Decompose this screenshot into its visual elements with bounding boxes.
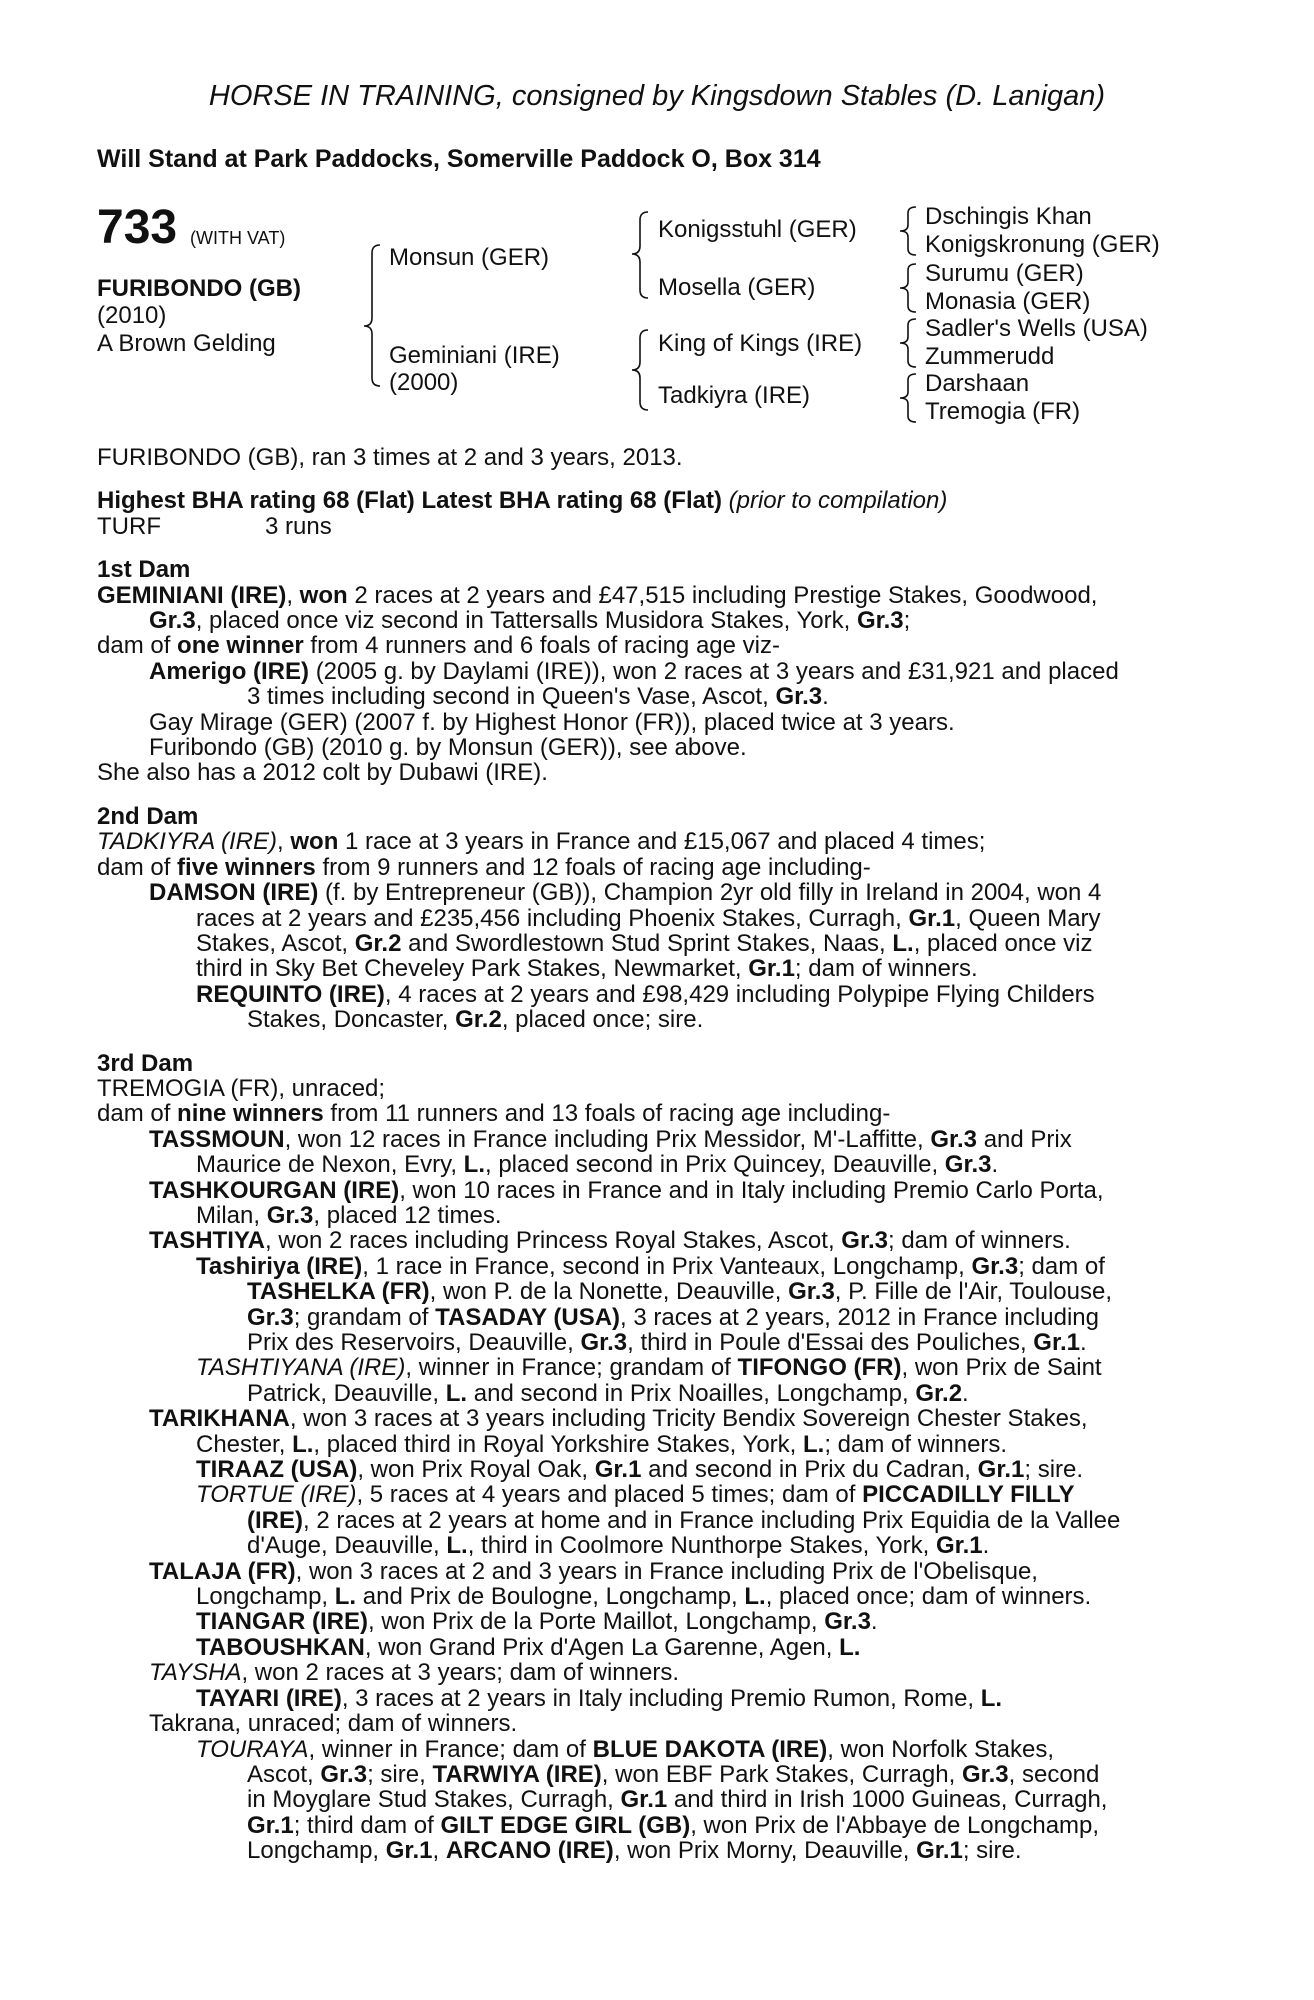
progeny-tarwiya-2: [97, 1787, 1217, 1812]
listed: L.: [803, 1430, 825, 1458]
text: , 4 races at 2 years and £98,429 including Polypipe Flying Childers: [384, 980, 1095, 1008]
progeny-damson-4: [97, 956, 1217, 981]
progeny-tashtiyana: [97, 1355, 1217, 1380]
grade: Gr.3: [944, 1151, 992, 1179]
grade: Gr.3: [971, 1252, 1019, 1280]
pedigree-g3-3: Surumu (GER): [925, 260, 1084, 287]
text: from 4 runners and 6 foals of racing age viz-: [310, 632, 780, 660]
text: .: [1080, 1329, 1087, 1356]
listed: L.: [292, 1430, 314, 1458]
grade: Gr.3: [824, 1608, 871, 1636]
progeny-name: TIANGAR (IRE): [196, 1608, 368, 1636]
progeny-damson-3: [97, 931, 1217, 956]
text: , 5 races at 4 years and placed 5 times; dam of: [356, 1481, 856, 1509]
progeny-name: TAYSHA: [149, 1659, 242, 1687]
progeny-tiraaz: [97, 1457, 1217, 1482]
progeny-name: TASHELKA (FR): [247, 1278, 430, 1306]
text: Maurice de Nexon, Evry,: [196, 1151, 457, 1179]
won-label: won: [290, 828, 339, 856]
text: , won P. de la Nonette, Deauville,: [429, 1278, 782, 1306]
progeny-damson-2: [97, 906, 1217, 931]
progeny-tasaday-2: [97, 1330, 1217, 1355]
grade: Gr.1: [916, 1837, 963, 1865]
progeny-tashelka: [97, 1279, 1217, 1304]
listed: L.: [892, 929, 914, 957]
text: Stakes, Ascot,: [196, 929, 349, 957]
first-dam-line: GEMINIANI (IRE), won 2 races at 2 years and £47,515 including Prestige Stakes, Goodwood,: [97, 581, 1098, 609]
progeny-piccadilly: [97, 1508, 1217, 1533]
text: dam of: [97, 1100, 171, 1128]
progeny-name: TAYARI (IRE): [196, 1684, 342, 1712]
text: Prix des Reservoirs, Deauville,: [247, 1329, 574, 1356]
progeny-tarikhana-2: [97, 1432, 1217, 1457]
listed: L.: [463, 1151, 485, 1179]
progeny-damson: [97, 880, 1217, 905]
text: races at 2 years and £235,456 including Phoenix Stakes, Curragh,: [196, 904, 902, 932]
third-dam-line: TREMOGIA (FR), unraced;: [97, 1074, 386, 1102]
progeny-talaja: [97, 1559, 1217, 1584]
progeny-tashiriya: [97, 1254, 1217, 1279]
text: , won 12 races in France including Prix Messidor, M'-Laffitte,: [284, 1125, 924, 1153]
vat-label: (WITH VAT): [190, 228, 286, 248]
progeny-tashkourgan-2: [97, 1203, 1217, 1228]
progeny-name: TASHTIYA: [149, 1227, 266, 1255]
rating-text: Highest BHA rating 68 (Flat) Latest BHA rating 68 (Flat): [97, 487, 722, 515]
grade: Gr.1: [594, 1456, 642, 1484]
progeny-tassmoun-2: [97, 1152, 1217, 1177]
text: , won 3 races at 2 and 3 years in France including Prix de l'Obelisque,: [295, 1557, 1038, 1585]
text: , won 2 races including Princess Royal Stakes, Ascot,: [265, 1227, 835, 1255]
third-dam-produce: [97, 1101, 1217, 1126]
text: , 1 race in France, second in Prix Vanteaux, Longchamp,: [362, 1252, 965, 1280]
progeny-talaja-2: [97, 1584, 1217, 1609]
progeny-name: ARCANO (IRE): [445, 1837, 614, 1865]
text: , third in Poule d'Essai des Pouliches,: [627, 1329, 1027, 1356]
text: Stakes, Doncaster,: [247, 1006, 449, 1034]
text: , winner in France; grandam of: [405, 1354, 731, 1382]
listed: L.: [980, 1684, 1003, 1712]
progeny-touraya: [97, 1737, 1217, 1762]
progeny-name: PICCADILLY FILLY: [862, 1481, 1075, 1509]
progeny-takrana: Takrana, unraced; dam of winners.: [149, 1710, 518, 1738]
progeny-requinto: [97, 982, 1217, 1007]
grade: Gr.3: [149, 607, 196, 635]
progeny-name: TASHKOURGAN (IRE): [149, 1176, 400, 1204]
text: ; dam of: [1018, 1252, 1105, 1280]
text: ; sire,: [367, 1760, 426, 1788]
text: third in Sky Bet Cheveley Park Stakes, Newmarket,: [196, 955, 742, 983]
listed: L.: [446, 1532, 468, 1560]
winner-count: nine winners: [177, 1100, 324, 1128]
rating-note: (prior to compilation): [728, 487, 948, 515]
text: , won Grand Prix d'Agen La Garenne, Agen,: [364, 1633, 833, 1661]
text: Ascot,: [247, 1760, 314, 1788]
text: ; third dam of: [293, 1811, 434, 1839]
progeny-amerigo: [97, 659, 1217, 684]
text: and Prix: [983, 1125, 1072, 1153]
text: , placed third in Royal Yorkshire Stakes, York,: [313, 1430, 797, 1458]
progeny-name: DAMSON (IRE): [149, 879, 319, 907]
text: and third in Irish 1000 Guineas, Curragh,: [673, 1786, 1108, 1814]
progeny-taysha: [97, 1660, 1217, 1685]
pedigree-g3-2: Konigskronung (GER): [925, 231, 1160, 258]
grade: Gr.3: [320, 1760, 368, 1788]
pedigree-sire: Monsun (GER): [389, 244, 550, 271]
grade: Gr.1: [908, 904, 956, 932]
text: ;: [903, 607, 911, 635]
progeny-piccadilly-2: [97, 1533, 1217, 1558]
text: from 11 runners and 13 foals of racing age including-: [330, 1100, 891, 1128]
pedigree-g3-8: Tremogia (FR): [925, 398, 1081, 425]
progeny-tarikhana: [97, 1406, 1217, 1431]
text: , won 3 races at 3 years including Tricity Bendix Sovereign Chester Stakes,: [289, 1405, 1088, 1433]
text: , P. Fille de l'Air, Toulouse,: [834, 1278, 1112, 1306]
text: , 3 races at 2 years in Italy including Premio Rumon, Rome,: [341, 1684, 975, 1712]
progeny-name: (IRE): [247, 1506, 303, 1534]
text: Milan,: [196, 1201, 261, 1229]
pedigree-g3-1: Dschingis Khan: [925, 203, 1092, 230]
text: , won Prix de l'Abbaye de Longchamp,: [690, 1811, 1100, 1839]
pedigree-granddam-2: Tadkiyra (IRE): [658, 382, 811, 409]
text: , won Prix Royal Oak,: [357, 1456, 589, 1484]
winner-count: five winners: [177, 853, 316, 881]
race-summary: FURIBONDO (GB), ran 3 times at 2 and 3 years, 2013.: [97, 444, 683, 471]
progeny-blue-dakota-2: [97, 1762, 1217, 1787]
first-dam-line-2: [97, 608, 1217, 633]
text: ; dam of winners.: [888, 1227, 1071, 1255]
surface-label: TURF: [97, 512, 161, 540]
text: and Swordlestown Stud Sprint Stakes, Naas,: [408, 929, 886, 957]
progeny-name: BLUE DAKOTA (IRE): [592, 1735, 828, 1763]
text: Longchamp,: [196, 1583, 329, 1611]
text: and second in Prix Noailles, Longchamp,: [473, 1379, 909, 1407]
progeny-name: REQUINTO (IRE): [196, 980, 385, 1008]
grade: Gr.2: [915, 1379, 963, 1407]
second-dam-heading: 2nd Dam: [97, 802, 199, 830]
grade: Gr.3: [266, 1201, 314, 1229]
rating-line: [97, 488, 1217, 513]
text: 1 race at 3 years in France and £15,067 and placed 4 times;: [345, 828, 986, 856]
grade: Gr.1: [935, 1532, 983, 1560]
grade: Gr.1: [748, 955, 795, 983]
second-dam-line: TADKIYRA (IRE), won 1 race at 3 years in France and £15,067 and placed 4 times;: [97, 828, 986, 856]
progeny-tarwiya-3: [97, 1813, 1217, 1838]
progeny-amerigo-2: [97, 684, 1217, 709]
progeny-tashkourgan: [97, 1178, 1217, 1203]
horse-year: (2010): [97, 302, 167, 329]
text: Longchamp,: [247, 1837, 380, 1865]
text: and second in Prix du Cadran,: [648, 1456, 971, 1484]
text: , 2 races at 2 years at home and in France including Prix Equidia de la Vallee: [303, 1506, 1121, 1534]
text: .: [962, 1379, 969, 1407]
grade: Gr.3: [580, 1329, 628, 1356]
first-dam-name: GEMINIANI (IRE): [97, 581, 287, 609]
lot-number: 733: [97, 201, 178, 254]
progeny-name: GILT EDGE GIRL (GB): [440, 1811, 691, 1839]
progeny-name: TABOUSHKAN: [196, 1633, 365, 1661]
text: ; dam of winners.: [794, 955, 978, 983]
progeny-name: TASADAY (USA): [435, 1303, 621, 1331]
grade: Gr.2: [455, 1006, 502, 1034]
text: ; sire.: [962, 1837, 1022, 1865]
text: .: [991, 1151, 999, 1179]
text: (2005 g. by Daylami (IRE)), won 2 races at 3 years and £31,921 and placed: [315, 657, 1119, 685]
pedigree-grandsire-1: Konigsstuhl (GER): [658, 216, 857, 243]
text: , won Prix de la Porte Maillot, Longchamp,: [367, 1608, 818, 1636]
pedigree-grandsire-2: King of Kings (IRE): [658, 330, 863, 357]
grade: Gr.3: [930, 1125, 978, 1153]
text: , placed once viz: [913, 929, 1093, 957]
text: from 9 runners and 12 foals of racing age including-: [322, 853, 871, 881]
pedigree-g3-6: Zummerudd: [925, 343, 1055, 370]
third-dam-heading: 3rd Dam: [97, 1049, 194, 1077]
text: , won 2 races at 3 years; dam of winners.: [241, 1659, 679, 1687]
progeny-name: TALAJA (FR): [149, 1557, 296, 1585]
listed: L.: [839, 1633, 861, 1661]
listed: L.: [744, 1583, 766, 1611]
progeny-tayari: [97, 1686, 1217, 1711]
text: , placed 12 times.: [313, 1201, 502, 1229]
text: , won EBF Park Stakes, Curragh,: [601, 1760, 956, 1788]
text: , Queen Mary: [955, 904, 1101, 932]
text: dam of: [97, 853, 171, 881]
pedigree-dam-year: (2000): [389, 369, 459, 396]
grade: Gr.3: [841, 1227, 888, 1255]
text: ; grandam of: [293, 1303, 429, 1331]
text: , placed once viz second in Tattersalls Musidora Stakes, York,: [195, 607, 851, 635]
text: ,: [432, 1837, 440, 1865]
second-dam-produce: [97, 855, 1217, 880]
text: .: [822, 683, 829, 711]
progeny-tifongo-2: [97, 1381, 1217, 1406]
listed: L.: [445, 1379, 468, 1407]
pedigree-brackets: [0, 0, 1314, 460]
page-title: HORSE IN TRAINING, consigned by Kingsdown Stables (D. Lanigan): [208, 80, 1106, 112]
pedigree-g3-5: Sadler's Wells (USA): [925, 315, 1148, 342]
text: , won Prix Morny, Deauville,: [613, 1837, 910, 1865]
surface-line: [97, 514, 1217, 539]
text: , won 10 races in France and in Italy including Premio Carlo Porta,: [399, 1176, 1104, 1204]
progeny-gilt-2: [97, 1838, 1217, 1863]
first-dam-also: She also has a 2012 colt by Dubawi (IRE).: [97, 759, 548, 787]
first-dam-text: 2 races at 2 years and £47,515 including Prestige Stakes, Goodwood,: [354, 581, 1098, 609]
text: , placed once; dam of winners.: [765, 1583, 1092, 1611]
grade: Gr.1: [1033, 1329, 1080, 1356]
progeny-tortue: [97, 1482, 1217, 1507]
text: (f. by Entrepreneur (GB)), Champion 2yr old filly in Ireland in 2004, won 4: [325, 879, 1102, 907]
text: ; dam of winners.: [824, 1430, 1008, 1458]
winner-count: one winner: [177, 632, 304, 660]
text: ; sire.: [1024, 1456, 1084, 1484]
text: , third in Coolmore Nunthorpe Stakes, York,: [467, 1532, 930, 1560]
grade: Gr.3: [856, 607, 904, 635]
progeny-name: TIRAAZ (USA): [196, 1456, 358, 1484]
progeny-name: TASHTIYANA (IRE): [196, 1354, 406, 1382]
progeny-tashtiya: [97, 1228, 1217, 1253]
first-dam-produce: [97, 633, 1217, 658]
text: in Moyglare Stud Stakes, Curragh,: [247, 1786, 614, 1814]
listed: L.: [334, 1583, 357, 1611]
second-dam-name: TADKIYRA (IRE): [97, 828, 278, 856]
text: , 3 races at 2 years, 2012 in France including: [620, 1303, 1099, 1331]
progeny-name: TOURAYA: [196, 1735, 309, 1763]
progeny-tassmoun: [97, 1127, 1217, 1152]
text: .: [982, 1532, 990, 1560]
progeny-requinto-2: [97, 1007, 1217, 1032]
text: dam of: [97, 632, 171, 660]
progeny-furibondo: Furibondo (GB) (2010 g. by Monsun (GER)), see above.: [149, 734, 747, 762]
catalogue-body: [97, 445, 1217, 1864]
text: , second: [1008, 1760, 1100, 1788]
progeny-name: TARWIYA (IRE): [432, 1760, 602, 1788]
horse-description: A Brown Gelding: [97, 330, 276, 357]
grade: Gr.3: [247, 1303, 294, 1331]
text: , winner in France; dam of: [308, 1735, 586, 1763]
grade: Gr.3: [775, 683, 823, 711]
text: and Prix de Boulogne, Longchamp,: [362, 1583, 738, 1611]
grade: Gr.1: [385, 1837, 433, 1865]
progeny-gay-mirage: Gay Mirage (GER) (2007 f. by Highest Honor (FR)), placed twice at 3 years.: [149, 708, 955, 736]
won-label: won: [299, 581, 348, 609]
grade: Gr.3: [961, 1760, 1009, 1788]
progeny-name: TORTUE (IRE): [196, 1481, 357, 1509]
pedigree-granddam-1: Mosella (GER): [658, 274, 816, 301]
pedigree-dam: Geminiani (IRE): [389, 342, 560, 369]
text: , placed second in Prix Quincey, Deauville,: [485, 1151, 939, 1179]
text: , placed once; sire.: [501, 1006, 704, 1034]
text: , won Norfolk Stakes,: [827, 1735, 1055, 1763]
first-dam-heading: 1st Dam: [97, 556, 191, 584]
horse-name: FURIBONDO (GB): [97, 275, 301, 302]
runs-label: 3 runs: [264, 512, 332, 540]
progeny-name: Amerigo (IRE): [149, 657, 310, 685]
grade: Gr.1: [620, 1786, 668, 1814]
progeny-taboushkan: [97, 1635, 1217, 1660]
text: d'Auge, Deauville,: [247, 1532, 440, 1560]
progeny-tiangar: [97, 1609, 1217, 1634]
progeny-name: TASSMOUN: [149, 1125, 285, 1153]
text: Patrick, Deauville,: [247, 1379, 440, 1407]
text: .: [870, 1608, 878, 1636]
stand-location: Will Stand at Park Paddocks, Somerville Paddock O, Box 314: [97, 145, 821, 173]
text: , won Prix de Saint: [901, 1354, 1102, 1382]
text: 3 times including second in Queen's Vase, Ascot,: [247, 683, 769, 711]
pedigree-g3-4: Monasia (GER): [925, 288, 1091, 315]
progeny-name: Tashiriya (IRE): [196, 1252, 363, 1280]
pedigree-g3-7: Darshaan: [925, 370, 1030, 397]
progeny-name: TARIKHANA: [149, 1405, 290, 1433]
grade: Gr.3: [788, 1278, 835, 1306]
grade: Gr.1: [977, 1456, 1025, 1484]
text: Chester,: [196, 1430, 286, 1458]
grade: Gr.2: [354, 929, 402, 957]
grade: Gr.1: [247, 1811, 294, 1839]
progeny-tashelka-2: [97, 1305, 1217, 1330]
progeny-name: TIFONGO (FR): [737, 1354, 902, 1382]
